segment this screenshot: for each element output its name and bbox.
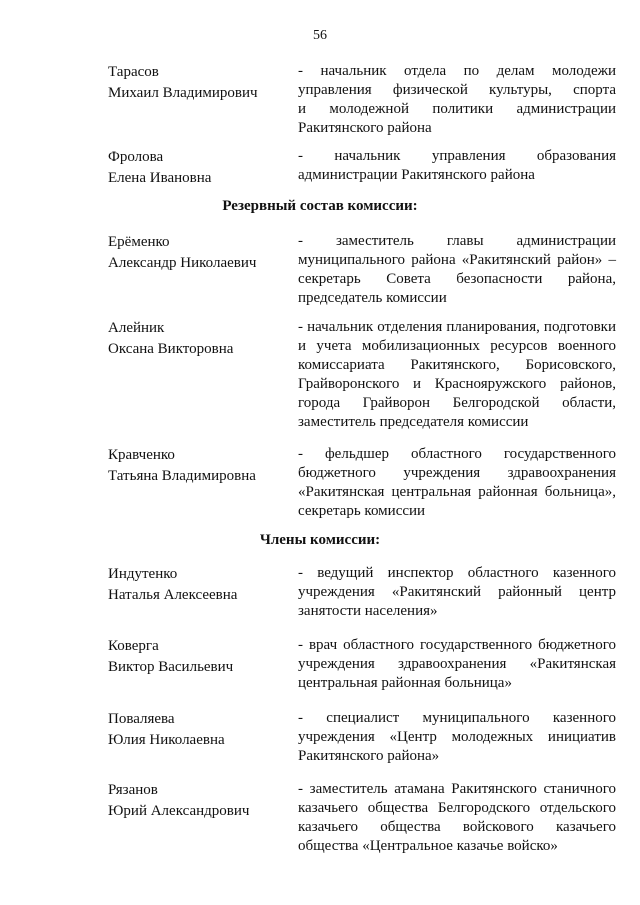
description-line: центральная районная больница» (298, 675, 512, 691)
description-line: муниципального района «Ракитянский район» – (298, 252, 616, 268)
position-description (298, 147, 616, 185)
members-heading: Члены комиссии: (259, 532, 381, 548)
person-name (108, 232, 288, 274)
description-line: - заместитель атамана Ракитянского станичного (298, 781, 616, 797)
surname: Тарасов (108, 64, 159, 80)
surname: Коверга (108, 638, 159, 654)
description-line: казачьего общества Белгородского отдельского (298, 800, 616, 816)
description-line: секретарь Совета безопасности района, (298, 271, 616, 287)
description-line: Грайворонского и Краснояружского районов, (298, 376, 616, 392)
surname: Кравченко (108, 447, 175, 463)
person-name (108, 636, 288, 678)
reserve-heading: Резервный состав комиссии: (222, 198, 418, 214)
description-line: казачьего общества войскового казачьего (298, 819, 616, 835)
description-line: учреждения здравоохранения «Ракитянская (298, 656, 616, 672)
person-name (108, 318, 288, 360)
given-names: Александр Николаевич (108, 255, 257, 271)
description-line: - заместитель главы администрации (298, 233, 616, 249)
position-description (298, 709, 616, 766)
given-names: Елена Ивановна (108, 170, 212, 186)
description-line: и учета мобилизационных ресурсов военного (298, 338, 616, 354)
description-line: учреждения «Центр молодежных инициатив (298, 729, 616, 745)
description-line: секретарь комиссии (298, 503, 426, 519)
surname: Индутенко (108, 566, 178, 582)
given-names: Татьяна Владимировна (108, 468, 256, 484)
description-line: Ракитянского района (298, 120, 432, 136)
description-line: - специалист муниципального казенного (298, 710, 616, 726)
person-name (108, 62, 288, 104)
description-line: и молодежной политики администрации (298, 101, 616, 117)
description-line: Ракитянского района» (298, 748, 440, 764)
position-description (298, 318, 616, 432)
description-line: - начальник отдела по делам молодежи (298, 63, 616, 79)
person-name (108, 445, 288, 487)
description-line: занятости населения» (298, 603, 438, 619)
given-names: Юрий Александрович (108, 803, 250, 819)
surname: Фролова (108, 149, 164, 165)
position-description (298, 62, 616, 138)
given-names: Юлия Николаевна (108, 732, 225, 748)
description-line: - начальник управления образования (298, 148, 616, 164)
description-line: - ведущий инспектор областного казенного (298, 565, 616, 581)
page-number: 56 (313, 28, 327, 43)
position-description (298, 564, 616, 621)
description-line: бюджетного учреждения здравоохранения (298, 465, 616, 481)
description-line: города Грайворон Белгородской области, (298, 395, 616, 411)
person-name (108, 147, 288, 189)
description-line: заместитель председателя комиссии (298, 414, 529, 430)
description-line: - фельдшер областного государственного (298, 446, 616, 462)
description-line: - врач областного государственного бюджетного (298, 637, 616, 653)
description-line: комиссариата Ракитянского, Борисовского, (298, 357, 616, 373)
given-names: Виктор Васильевич (108, 659, 234, 675)
surname: Алейник (108, 320, 165, 336)
position-description (298, 445, 616, 521)
given-names: Наталья Алексеевна (108, 587, 238, 603)
description-line: управления физической культуры, спорта (298, 82, 616, 98)
person-name (108, 780, 288, 822)
description-line: администрации Ракитянского района (298, 167, 535, 183)
description-line: председатель комиссии (298, 290, 447, 306)
surname: Поваляева (108, 711, 175, 727)
given-names: Оксана Викторовна (108, 341, 234, 357)
description-line: «Ракитянская центральная районная больница», (298, 484, 616, 500)
position-description (298, 636, 616, 693)
position-description (298, 232, 616, 308)
given-names: Михаил Владимирович (108, 85, 258, 101)
person-name (108, 564, 288, 606)
surname: Рязанов (108, 782, 158, 798)
description-line: общества «Центральное казачье войско» (298, 838, 558, 854)
description-line: учреждения «Ракитянский районный центр (298, 584, 616, 600)
description-line: - начальник отделения планирования, подготовки (298, 319, 616, 335)
position-description (298, 780, 616, 856)
surname: Ерёменко (108, 234, 170, 250)
person-name (108, 709, 288, 751)
